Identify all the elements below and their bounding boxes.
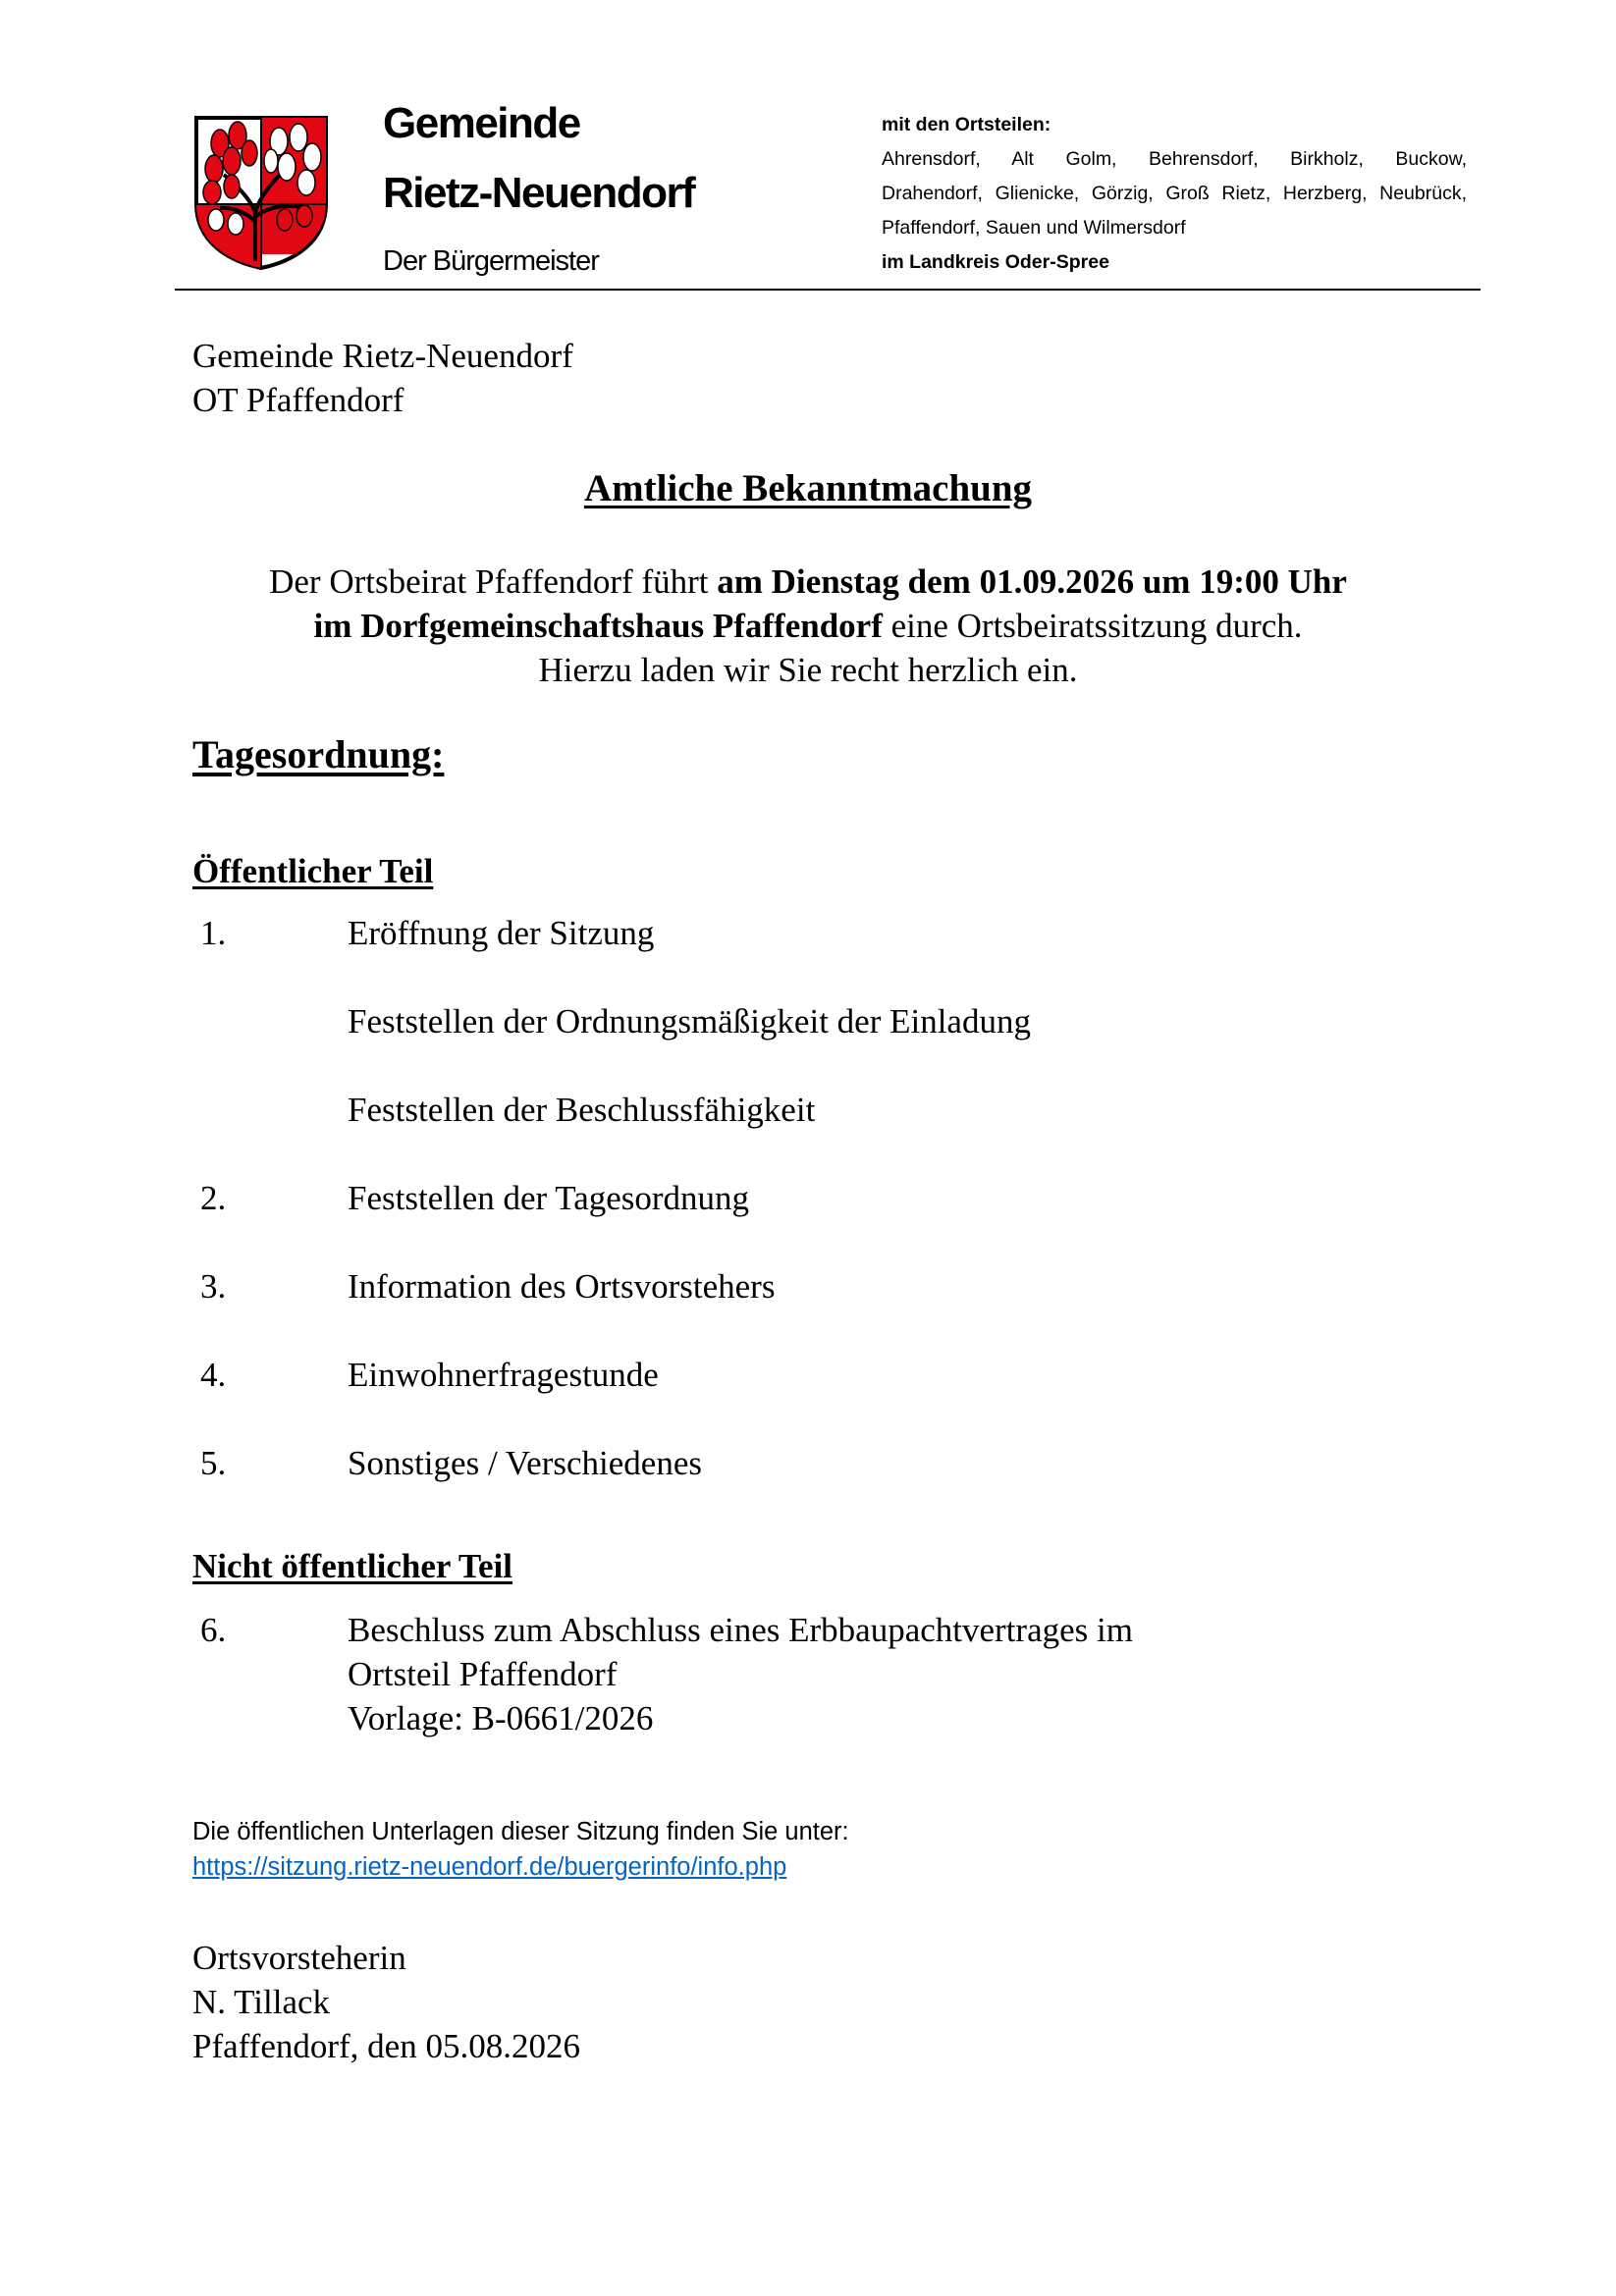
documents-note xyxy=(192,1814,849,1885)
districts-line: Drahendorf, Glienicke, Görzig, Groß Rietz, Herzberg, Neubrück, xyxy=(882,183,1467,204)
header-divider xyxy=(175,289,1481,291)
agenda-item-text: Feststellen der Ordnungsmäßigkeit der Einladung xyxy=(348,1002,1031,1041)
signature-place-date: Pfaffendorf, den 05.08.2026 xyxy=(192,2027,580,2065)
districts-line: Ahrensdorf, Alt Golm, Behrensdorf, Birkholz, Buckow, xyxy=(882,148,1467,170)
districts-heading: mit den Ortsteilen: xyxy=(882,114,1051,135)
agenda-item-number: 3. xyxy=(200,1267,227,1306)
signature-block xyxy=(192,1936,580,2068)
intro-text-part: Der Ortsbeirat Pfaffendorf führt xyxy=(269,562,718,601)
agenda-item-number: 4. xyxy=(200,1356,227,1394)
agenda-item-number: 2. xyxy=(200,1179,227,1217)
intro-location: im Dorfgemeinschaftshaus Pfaffendorf xyxy=(313,607,883,645)
intro-date-time: am Dienstag dem 01.09.2026 um 19:00 Uhr xyxy=(717,562,1347,601)
agenda-heading: Tagesordnung: xyxy=(192,732,445,776)
address-line: OT Pfaffendorf xyxy=(192,381,404,419)
agenda-item-text: Beschluss zum Abschluss eines Erbbaupachtvertrages im xyxy=(348,1611,1133,1649)
agenda-item-text: Einwohnerfragestunde xyxy=(348,1356,659,1394)
agenda-item-reference: Vorlage: B-0661/2026 xyxy=(348,1699,654,1737)
agenda-item-text: Eröffnung der Sitzung xyxy=(348,914,655,952)
page-title: Amtliche Bekanntmachung xyxy=(583,467,1033,509)
documents-note-text: Die öffentlichen Unterlagen dieser Sitzung finden Sie unter: xyxy=(192,1818,849,1845)
signature-name: N. Tillack xyxy=(192,1983,331,2021)
public-section-heading: Öffentlicher Teil xyxy=(192,852,434,890)
agenda-item-text: Feststellen der Tagesordnung xyxy=(348,1179,750,1217)
intro-text-part: eine Ortsbeiratssitzung durch. xyxy=(882,607,1303,645)
address-line: Gemeinde Rietz-Neuendorf xyxy=(192,337,573,375)
agenda-item-number: 6. xyxy=(200,1611,227,1649)
org-name-line1: Gemeinde xyxy=(383,99,580,147)
intro-text xyxy=(0,560,1616,692)
intro-invitation: Hierzu laden wir Sie recht herzlich ein. xyxy=(538,651,1078,689)
org-role: Der Bürgermeister xyxy=(383,245,599,277)
districts-block xyxy=(882,108,1467,280)
districts-line: Pfaffendorf, Sauen und Wilmersdorf xyxy=(882,217,1186,239)
agenda-item-number: 5. xyxy=(200,1444,227,1482)
documents-link[interactable]: https://sitzung.rietz-neuendorf.de/buergerinfo/info.php xyxy=(192,1853,787,1881)
district-county: im Landkreis Oder-Spree xyxy=(882,251,1109,273)
signature-title: Ortsvorsteherin xyxy=(192,1939,406,1977)
municipal-crest-icon xyxy=(192,114,330,271)
private-section-heading: Nicht öffentlicher Teil xyxy=(192,1547,512,1585)
org-name-line2: Rietz-Neuendorf xyxy=(383,169,695,217)
agenda-item-text: Feststellen der Beschlussfähigkeit xyxy=(348,1091,816,1129)
agenda-item-text: Ortsteil Pfaffendorf xyxy=(348,1655,618,1693)
agenda-item-number: 1. xyxy=(200,914,227,952)
agenda-item-text: Sonstiges / Verschiedenes xyxy=(348,1444,702,1482)
agenda-item-text: Information des Ortsvorstehers xyxy=(348,1267,776,1306)
address-block xyxy=(192,334,573,422)
